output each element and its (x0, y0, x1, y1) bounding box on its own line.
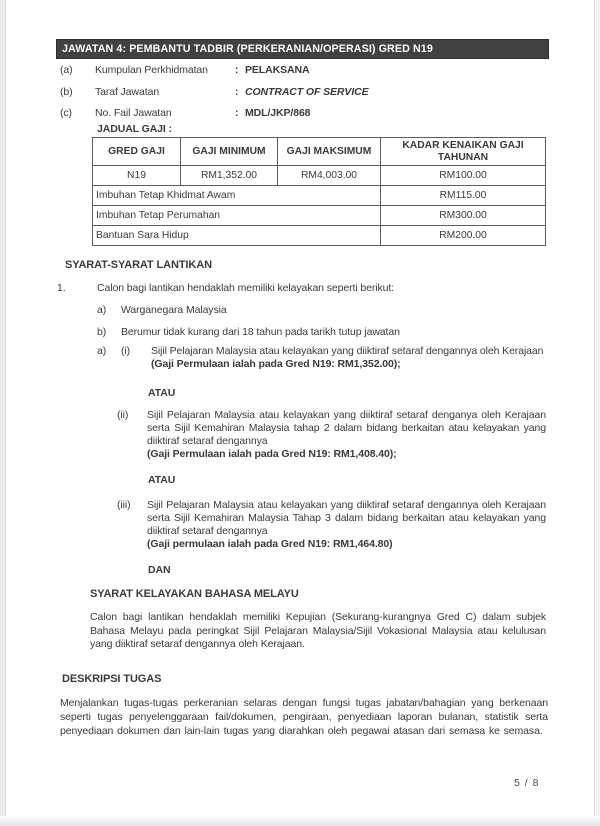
list-marker: a) (97, 304, 107, 316)
col-header-max: GAJI MAKSIMUM (278, 138, 381, 166)
scan-edge-right (594, 0, 600, 826)
table-row-grade (93, 166, 546, 186)
meta-label: Taraf Jawatan (95, 86, 160, 98)
list-marker: 1. (57, 282, 66, 294)
list-marker-outer: a) (97, 345, 107, 357)
cell-allowance-value: RM115.00 (381, 186, 546, 206)
salary-schedule-heading: JADUAL GAJI : (97, 123, 172, 135)
col-header-kadar: KADAR KENAIKAN GAJI TAHUNAN (381, 138, 546, 166)
list-text: Warganegara Malaysia (121, 304, 227, 316)
salary-table (92, 137, 546, 246)
meta-key: (c) (60, 107, 72, 119)
cell-gred: N19 (93, 166, 181, 186)
meta-value: PELAKSANA (245, 64, 310, 76)
meta-key: (b) (60, 86, 73, 98)
meta-separator: : (235, 64, 239, 76)
requirements-heading: SYARAT-SYARAT LANTIKAN (65, 259, 212, 271)
cell-allowance-value: RM300.00 (381, 206, 546, 226)
qualification-text: Sijil Pelajaran Malaysia atau kelayakan yang diiktiraf setaraf dengannya oleh Kerajaan (151, 345, 544, 357)
qualification-text: Sijil Pelajaran Malaysia atau kelayakan yang diiktiraf setaraf denganya oleh Kerajaan serta Sijil Kemahiran Malaysia tahap 2 dalam bidang berkaitan atau kelayakan yang diiktiraf setaraf dengannya (147, 409, 546, 447)
meta-key: (a) (60, 64, 73, 76)
scan-edge-left (0, 0, 6, 826)
starting-salary-note: (Gaji Permulaan ialah pada Gred N19: RM1,408.40); (147, 448, 397, 460)
connector-dan: DAN (148, 564, 171, 576)
section-header-bar: JAWATAN 4: PEMBANTU TADBIR (PERKERANIAN/OPERASI) GRED N19 (57, 40, 548, 58)
cell-kadar: RM100.00 (381, 166, 546, 186)
meta-row-taraf (0, 86, 600, 100)
cell-allowance-label: Bantuan Sara Hidup (93, 226, 381, 246)
list-text: Calon bagi lantikan hendaklah memiliki kelayakan seperti berikut: (97, 282, 395, 294)
table-row-imbuhan-perumahan (93, 206, 546, 226)
scan-edge-bottom (0, 816, 600, 826)
meta-label: Kumpulan Perkhidmatan (95, 64, 208, 76)
duties-heading: DESKRIPSI TUGAS (62, 673, 162, 685)
meta-separator: : (235, 107, 239, 119)
qualification-text: Sijil Pelajaran Malaysia atau kelayakan yang diiktiraf setaraf dengannya oleh Kerajaan serta Sijil Kemahiran Malaysia Tahap 3 dalam bidang berkaitan atau kelayakan yang diiktiraf setaraf dengannya (147, 499, 546, 537)
col-header-min: GAJI MINIMUM (181, 138, 278, 166)
cell-allowance-label: Imbuhan Tetap Perumahan (93, 206, 381, 226)
cell-gaji-max: RM4,003.00 (278, 166, 381, 186)
language-requirement-heading: SYARAT KELAYAKAN BAHASA MELAYU (90, 588, 299, 600)
page-number: 5 / 8 (514, 777, 540, 789)
meta-separator: : (235, 86, 239, 98)
starting-salary-note: (Gaji Permulaan ialah pada Gred N19: RM1,352.00); (151, 358, 401, 370)
list-marker: (i) (121, 345, 131, 357)
cell-allowance-value: RM200.00 (381, 226, 546, 246)
meta-value: MDL/JKP/868 (245, 107, 311, 119)
col-header-gred: GRED GAJI (93, 138, 181, 166)
cell-gaji-min: RM1,352.00 (181, 166, 278, 186)
connector-atau: ATAU (148, 474, 176, 486)
table-row-imbuhan-khidmat (93, 186, 546, 206)
meta-row-fail (0, 107, 600, 121)
table-row-bantuan-sara (93, 226, 546, 246)
qualification-text-block (147, 409, 546, 461)
cell-allowance-label: Imbuhan Tetap Khidmat Awam (93, 186, 381, 206)
list-text: Berumur tidak kurang dari 18 tahun pada tarikh tutup jawatan (121, 326, 400, 338)
starting-salary-note: (Gaji permulaan ialah pada Gred N19: RM1,464.80) (147, 538, 393, 550)
list-marker: (ii) (117, 409, 129, 421)
salary-table-header-row (93, 138, 546, 166)
qualification-text-block (147, 499, 546, 551)
meta-label: No. Fail Jawatan (95, 107, 172, 119)
language-requirement-paragraph: Calon bagi lantikan hendaklah memiliki Kepujian (Sekurang-kurangnya Gred C) dalam subjek Bahasa Melayu pada peringkat Sijil Pelajaran Malaysia/Sijil Vokasional Malaysia atau kelulusan yang diiktiraf setaraf dengannya oleh Kerajaan. (90, 611, 546, 650)
list-marker: (iii) (117, 499, 131, 511)
duties-paragraph: Menjalankan tugas-tugas perkeranian selaras dengan fungsi tugas jabatan/bahagian yang berkenaan seperti tugas penyelenggaraan fail/dokumen, pengiraan, penyediaan laporan bulanan, statistik serta penyediaan dokumen dan lain-lain tugas yang diarahkan oleh pegawai atasan dari semasa ke semasa. (60, 697, 548, 737)
meta-value: CONTRACT OF SERVICE (245, 86, 369, 98)
meta-row-kumpulan (0, 64, 600, 78)
qualification-text-block (151, 345, 546, 371)
connector-atau: ATAU (148, 387, 176, 399)
list-marker: b) (97, 326, 107, 338)
